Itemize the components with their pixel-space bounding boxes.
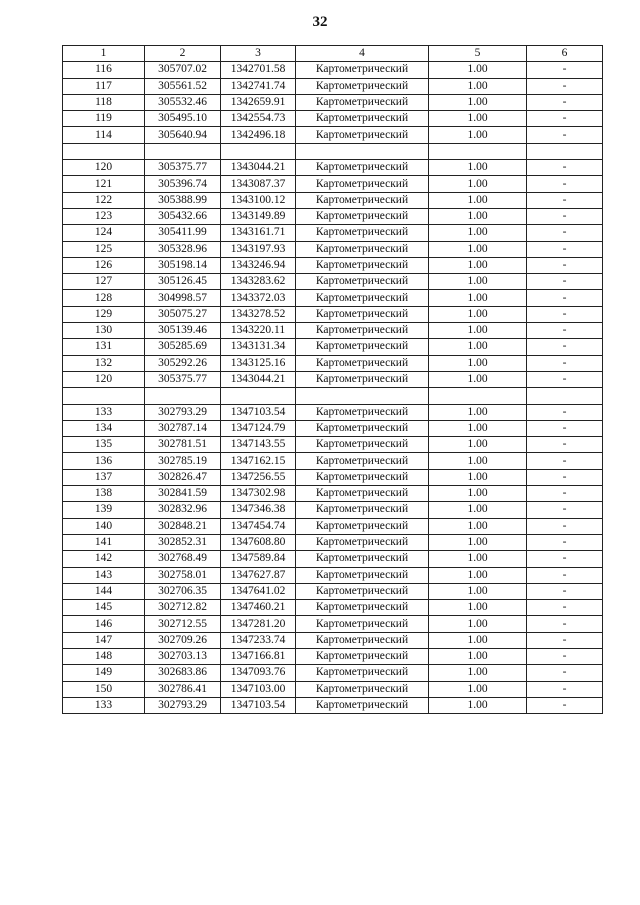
table-row <box>63 600 603 616</box>
column-header: 1 <box>63 46 145 62</box>
table-cell: 139 <box>63 502 145 518</box>
table-cell: 305292.26 <box>145 355 221 371</box>
table-cell: 1.00 <box>429 518 527 534</box>
table-cell: Картометрический <box>296 306 429 322</box>
table-cell: 150 <box>63 681 145 697</box>
table-row <box>63 518 603 534</box>
table-cell: Картометрический <box>296 111 429 127</box>
table-cell: Картометрический <box>296 453 429 469</box>
table-row <box>63 665 603 681</box>
table-cell: - <box>527 306 603 322</box>
table-cell: 304998.57 <box>145 290 221 306</box>
table-cell: - <box>527 274 603 290</box>
table-cell: 1342659.91 <box>221 94 296 110</box>
table-cell: 1.00 <box>429 208 527 224</box>
table-cell: - <box>527 225 603 241</box>
table-cell: Картометрический <box>296 681 429 697</box>
table-cell: Картометрический <box>296 355 429 371</box>
table-row <box>63 388 603 404</box>
table-cell: 302852.31 <box>145 534 221 550</box>
table-cell: - <box>527 371 603 387</box>
table-cell: 302841.59 <box>145 486 221 502</box>
column-header: 6 <box>527 46 603 62</box>
table-cell: 1.00 <box>429 453 527 469</box>
table-cell: 302848.21 <box>145 518 221 534</box>
table-cell: 137 <box>63 469 145 485</box>
table-cell: 147 <box>63 632 145 648</box>
table-cell <box>296 388 429 404</box>
table-cell: 1347103.00 <box>221 681 296 697</box>
table-cell: 138 <box>63 486 145 502</box>
table-cell: 125 <box>63 241 145 257</box>
table-cell: 1342701.58 <box>221 62 296 78</box>
table-cell: 302706.35 <box>145 583 221 599</box>
table-header-row <box>63 46 603 62</box>
table-cell: 120 <box>63 160 145 176</box>
table-cell: 1.00 <box>429 306 527 322</box>
table-cell: Картометрический <box>296 437 429 453</box>
table-cell: 133 <box>63 697 145 713</box>
table-cell: 1347256.55 <box>221 469 296 485</box>
table-cell: 1347589.84 <box>221 551 296 567</box>
table-cell: 305561.52 <box>145 78 221 94</box>
table-cell: - <box>527 437 603 453</box>
table-row <box>63 306 603 322</box>
table-cell: Картометрический <box>296 257 429 273</box>
table-cell: - <box>527 78 603 94</box>
table-row <box>63 225 603 241</box>
table-cell: 302781.51 <box>145 437 221 453</box>
table-cell: 1.00 <box>429 486 527 502</box>
table-cell: 1.00 <box>429 176 527 192</box>
table-row <box>63 143 603 159</box>
table-cell: 1343044.21 <box>221 160 296 176</box>
table-cell: 1.00 <box>429 404 527 420</box>
table-cell: - <box>527 160 603 176</box>
coordinates-table <box>62 45 603 714</box>
table-cell: 1.00 <box>429 257 527 273</box>
table-cell: 119 <box>63 111 145 127</box>
table-cell: - <box>527 323 603 339</box>
table-cell: 1.00 <box>429 241 527 257</box>
table-cell: 305328.96 <box>145 241 221 257</box>
table-cell <box>429 143 527 159</box>
table-cell: 1.00 <box>429 502 527 518</box>
table-cell: Картометрический <box>296 78 429 94</box>
table-cell: Картометрический <box>296 551 429 567</box>
table-cell: 305411.99 <box>145 225 221 241</box>
table-cell: 127 <box>63 274 145 290</box>
table-cell: - <box>527 111 603 127</box>
table-cell: Картометрический <box>296 486 429 502</box>
table-cell: Картометрический <box>296 518 429 534</box>
table-cell: 305375.77 <box>145 371 221 387</box>
table-cell: 117 <box>63 78 145 94</box>
column-header: 5 <box>429 46 527 62</box>
table-cell: 133 <box>63 404 145 420</box>
table-cell <box>221 388 296 404</box>
table-row <box>63 453 603 469</box>
table-cell: - <box>527 127 603 143</box>
table-cell: - <box>527 486 603 502</box>
table-cell: 126 <box>63 257 145 273</box>
page-number: 32 <box>312 14 328 30</box>
table-cell: 1347143.55 <box>221 437 296 453</box>
table-cell: - <box>527 241 603 257</box>
table-row <box>63 323 603 339</box>
table-cell: 1342741.74 <box>221 78 296 94</box>
table-cell: 1.00 <box>429 323 527 339</box>
table-cell: 1.00 <box>429 62 527 78</box>
table-row <box>63 160 603 176</box>
table-row <box>63 616 603 632</box>
table-cell: Картометрический <box>296 371 429 387</box>
table-row <box>63 355 603 371</box>
table-row <box>63 241 603 257</box>
table-cell: 1347627.87 <box>221 567 296 583</box>
table-row <box>63 290 603 306</box>
table-row <box>63 534 603 550</box>
table-cell: Картометрический <box>296 665 429 681</box>
table-cell: 1.00 <box>429 681 527 697</box>
table-cell: 1343100.12 <box>221 192 296 208</box>
table-cell: 145 <box>63 600 145 616</box>
table-cell: 121 <box>63 176 145 192</box>
table-cell: - <box>527 192 603 208</box>
table-row <box>63 404 603 420</box>
table-cell: - <box>527 420 603 436</box>
table-cell: - <box>527 632 603 648</box>
table-cell: - <box>527 339 603 355</box>
table-cell: 1.00 <box>429 600 527 616</box>
table-cell: 1.00 <box>429 290 527 306</box>
table-cell: Картометрический <box>296 534 429 550</box>
table-cell: - <box>527 453 603 469</box>
table-row <box>63 78 603 94</box>
table-cell: 302787.14 <box>145 420 221 436</box>
table-cell: 1347454.74 <box>221 518 296 534</box>
table-cell: 1.00 <box>429 339 527 355</box>
table-cell: 1.00 <box>429 94 527 110</box>
table-cell: - <box>527 551 603 567</box>
table-cell: - <box>527 404 603 420</box>
table-cell <box>429 388 527 404</box>
table-row <box>63 274 603 290</box>
table-cell: 302712.55 <box>145 616 221 632</box>
table-cell: - <box>527 94 603 110</box>
table-cell: 302785.19 <box>145 453 221 469</box>
table-cell: 305075.27 <box>145 306 221 322</box>
table-cell: - <box>527 697 603 713</box>
table-cell: 1343278.52 <box>221 306 296 322</box>
table-row <box>63 339 603 355</box>
table-cell: 148 <box>63 648 145 664</box>
table-cell: 1347608.80 <box>221 534 296 550</box>
table-cell: 1.00 <box>429 420 527 436</box>
table-cell: Картометрический <box>296 274 429 290</box>
table-cell: 114 <box>63 127 145 143</box>
table-cell: 302826.47 <box>145 469 221 485</box>
table-row <box>63 697 603 713</box>
table-cell: 1343131.34 <box>221 339 296 355</box>
table-cell: 1343197.93 <box>221 241 296 257</box>
table-cell: 140 <box>63 518 145 534</box>
table-cell: Картометрический <box>296 225 429 241</box>
table-cell: 1.00 <box>429 616 527 632</box>
table-cell <box>63 143 145 159</box>
table-cell: Картометрический <box>296 697 429 713</box>
table-row <box>63 469 603 485</box>
table-cell: Картометрический <box>296 404 429 420</box>
table-cell: Картометрический <box>296 600 429 616</box>
table-cell: - <box>527 62 603 78</box>
table-cell: 123 <box>63 208 145 224</box>
table-cell: - <box>527 355 603 371</box>
table-cell: 305126.45 <box>145 274 221 290</box>
table-cell: - <box>527 469 603 485</box>
table-cell: Картометрический <box>296 420 429 436</box>
table-cell: 1.00 <box>429 632 527 648</box>
table-cell: 1.00 <box>429 648 527 664</box>
table-cell: 1342496.18 <box>221 127 296 143</box>
table-cell: 1347124.79 <box>221 420 296 436</box>
table-cell: 1347302.98 <box>221 486 296 502</box>
table-cell: 1347460.21 <box>221 600 296 616</box>
table-cell: Картометрический <box>296 94 429 110</box>
table-cell: 305640.94 <box>145 127 221 143</box>
table-cell: Картометрический <box>296 208 429 224</box>
table-cell: 1347233.74 <box>221 632 296 648</box>
table-cell: 1.00 <box>429 469 527 485</box>
column-header: 3 <box>221 46 296 62</box>
table-row <box>63 208 603 224</box>
table-cell: 1.00 <box>429 127 527 143</box>
table-cell: - <box>527 681 603 697</box>
table-cell: - <box>527 665 603 681</box>
table-row <box>63 127 603 143</box>
table-row <box>63 371 603 387</box>
table-cell: 305707.02 <box>145 62 221 78</box>
table-cell: - <box>527 518 603 534</box>
table-cell: 305198.14 <box>145 257 221 273</box>
table-cell: 1343087.37 <box>221 176 296 192</box>
table-cell: 1343283.62 <box>221 274 296 290</box>
table-row <box>63 111 603 127</box>
table-cell: 134 <box>63 420 145 436</box>
table-cell: 302786.41 <box>145 681 221 697</box>
table-cell: 1347281.20 <box>221 616 296 632</box>
table-cell: Картометрический <box>296 290 429 306</box>
table-cell <box>145 388 221 404</box>
table-cell: 1343372.03 <box>221 290 296 306</box>
table-cell: Картометрический <box>296 160 429 176</box>
table-cell: 1343125.16 <box>221 355 296 371</box>
table-cell: 1343220.11 <box>221 323 296 339</box>
table-cell: 128 <box>63 290 145 306</box>
table-cell: - <box>527 534 603 550</box>
table-cell: 149 <box>63 665 145 681</box>
table-cell: 130 <box>63 323 145 339</box>
table-cell: Картометрический <box>296 323 429 339</box>
table-cell: 1.00 <box>429 583 527 599</box>
table-cell: 1343161.71 <box>221 225 296 241</box>
table-cell: 302793.29 <box>145 697 221 713</box>
table-cell: 1347346.38 <box>221 502 296 518</box>
table-cell: 1.00 <box>429 78 527 94</box>
table-row <box>63 257 603 273</box>
table-cell: 1343246.94 <box>221 257 296 273</box>
table-cell: 302703.13 <box>145 648 221 664</box>
table-cell: 1347166.81 <box>221 648 296 664</box>
table-cell: 1.00 <box>429 551 527 567</box>
table-cell: - <box>527 208 603 224</box>
table-cell: - <box>527 648 603 664</box>
table-cell: 302683.86 <box>145 665 221 681</box>
table-cell: 118 <box>63 94 145 110</box>
table-row <box>63 176 603 192</box>
table-cell: 146 <box>63 616 145 632</box>
table-cell: 124 <box>63 225 145 241</box>
table-row <box>63 486 603 502</box>
table-cell: 305495.10 <box>145 111 221 127</box>
table-cell: - <box>527 583 603 599</box>
table-cell: 305139.46 <box>145 323 221 339</box>
table-cell: Картометрический <box>296 616 429 632</box>
table-cell: 1.00 <box>429 192 527 208</box>
table-cell: 1347093.76 <box>221 665 296 681</box>
table-cell <box>221 143 296 159</box>
table-cell: 1343044.21 <box>221 371 296 387</box>
table-cell: 132 <box>63 355 145 371</box>
table-cell: 302832.96 <box>145 502 221 518</box>
table-cell: 1347103.54 <box>221 697 296 713</box>
table-cell: 1.00 <box>429 355 527 371</box>
table-row <box>63 94 603 110</box>
table-cell: - <box>527 616 603 632</box>
table-cell: 135 <box>63 437 145 453</box>
table-row <box>63 583 603 599</box>
table-cell: 144 <box>63 583 145 599</box>
table-cell: Картометрический <box>296 176 429 192</box>
table-row <box>63 420 603 436</box>
table-cell <box>145 143 221 159</box>
table-cell: 141 <box>63 534 145 550</box>
table-cell: 1.00 <box>429 111 527 127</box>
table-cell: 129 <box>63 306 145 322</box>
table-cell: 1.00 <box>429 534 527 550</box>
table-cell: Картометрический <box>296 469 429 485</box>
table-cell: Картометрический <box>296 583 429 599</box>
table-cell <box>527 143 603 159</box>
table-cell: - <box>527 567 603 583</box>
table-cell: 305375.77 <box>145 160 221 176</box>
table-cell: 1.00 <box>429 225 527 241</box>
table-cell <box>296 143 429 159</box>
table-cell: - <box>527 176 603 192</box>
table-cell: 305285.69 <box>145 339 221 355</box>
table-cell: 1343149.89 <box>221 208 296 224</box>
table-row <box>63 502 603 518</box>
table-cell: 1.00 <box>429 665 527 681</box>
table-cell <box>63 388 145 404</box>
table-cell: 1.00 <box>429 274 527 290</box>
table-cell: - <box>527 502 603 518</box>
table-cell: Картометрический <box>296 241 429 257</box>
table-cell: - <box>527 257 603 273</box>
table-cell: - <box>527 600 603 616</box>
table-cell: 302768.49 <box>145 551 221 567</box>
table-cell: 305396.74 <box>145 176 221 192</box>
table-cell: 136 <box>63 453 145 469</box>
table-cell: 305432.66 <box>145 208 221 224</box>
table-cell: 143 <box>63 567 145 583</box>
table-cell: 1.00 <box>429 567 527 583</box>
table-cell: 302709.26 <box>145 632 221 648</box>
table-body <box>63 62 603 714</box>
table-cell: 302793.29 <box>145 404 221 420</box>
table-cell: 305388.99 <box>145 192 221 208</box>
table-cell: 120 <box>63 371 145 387</box>
table-cell: Картометрический <box>296 339 429 355</box>
table-cell: Картометрический <box>296 502 429 518</box>
table-cell: Картометрический <box>296 632 429 648</box>
table-cell: Картометрический <box>296 648 429 664</box>
table-cell: 1347641.02 <box>221 583 296 599</box>
table-cell: Картометрический <box>296 62 429 78</box>
table-cell: 131 <box>63 339 145 355</box>
table-cell: 122 <box>63 192 145 208</box>
table-cell: 302758.01 <box>145 567 221 583</box>
table-row <box>63 437 603 453</box>
column-header: 2 <box>145 46 221 62</box>
table-row <box>63 192 603 208</box>
table-cell: 1347162.15 <box>221 453 296 469</box>
table-row <box>63 567 603 583</box>
table-cell: - <box>527 290 603 306</box>
table-cell: 305532.46 <box>145 94 221 110</box>
table-cell: Картометрический <box>296 127 429 143</box>
table-cell <box>527 388 603 404</box>
table-row <box>63 632 603 648</box>
table-cell: Картометрический <box>296 567 429 583</box>
table-cell: 1.00 <box>429 371 527 387</box>
table-row <box>63 551 603 567</box>
table-cell: 1.00 <box>429 437 527 453</box>
table-cell: 1342554.73 <box>221 111 296 127</box>
table-row <box>63 648 603 664</box>
table-cell: Картометрический <box>296 192 429 208</box>
table-cell: 302712.82 <box>145 600 221 616</box>
table-cell: 142 <box>63 551 145 567</box>
table-cell: 116 <box>63 62 145 78</box>
table-cell: 1.00 <box>429 697 527 713</box>
column-header: 4 <box>296 46 429 62</box>
table-row <box>63 62 603 78</box>
table-cell: 1347103.54 <box>221 404 296 420</box>
table-cell: 1.00 <box>429 160 527 176</box>
table-row <box>63 681 603 697</box>
